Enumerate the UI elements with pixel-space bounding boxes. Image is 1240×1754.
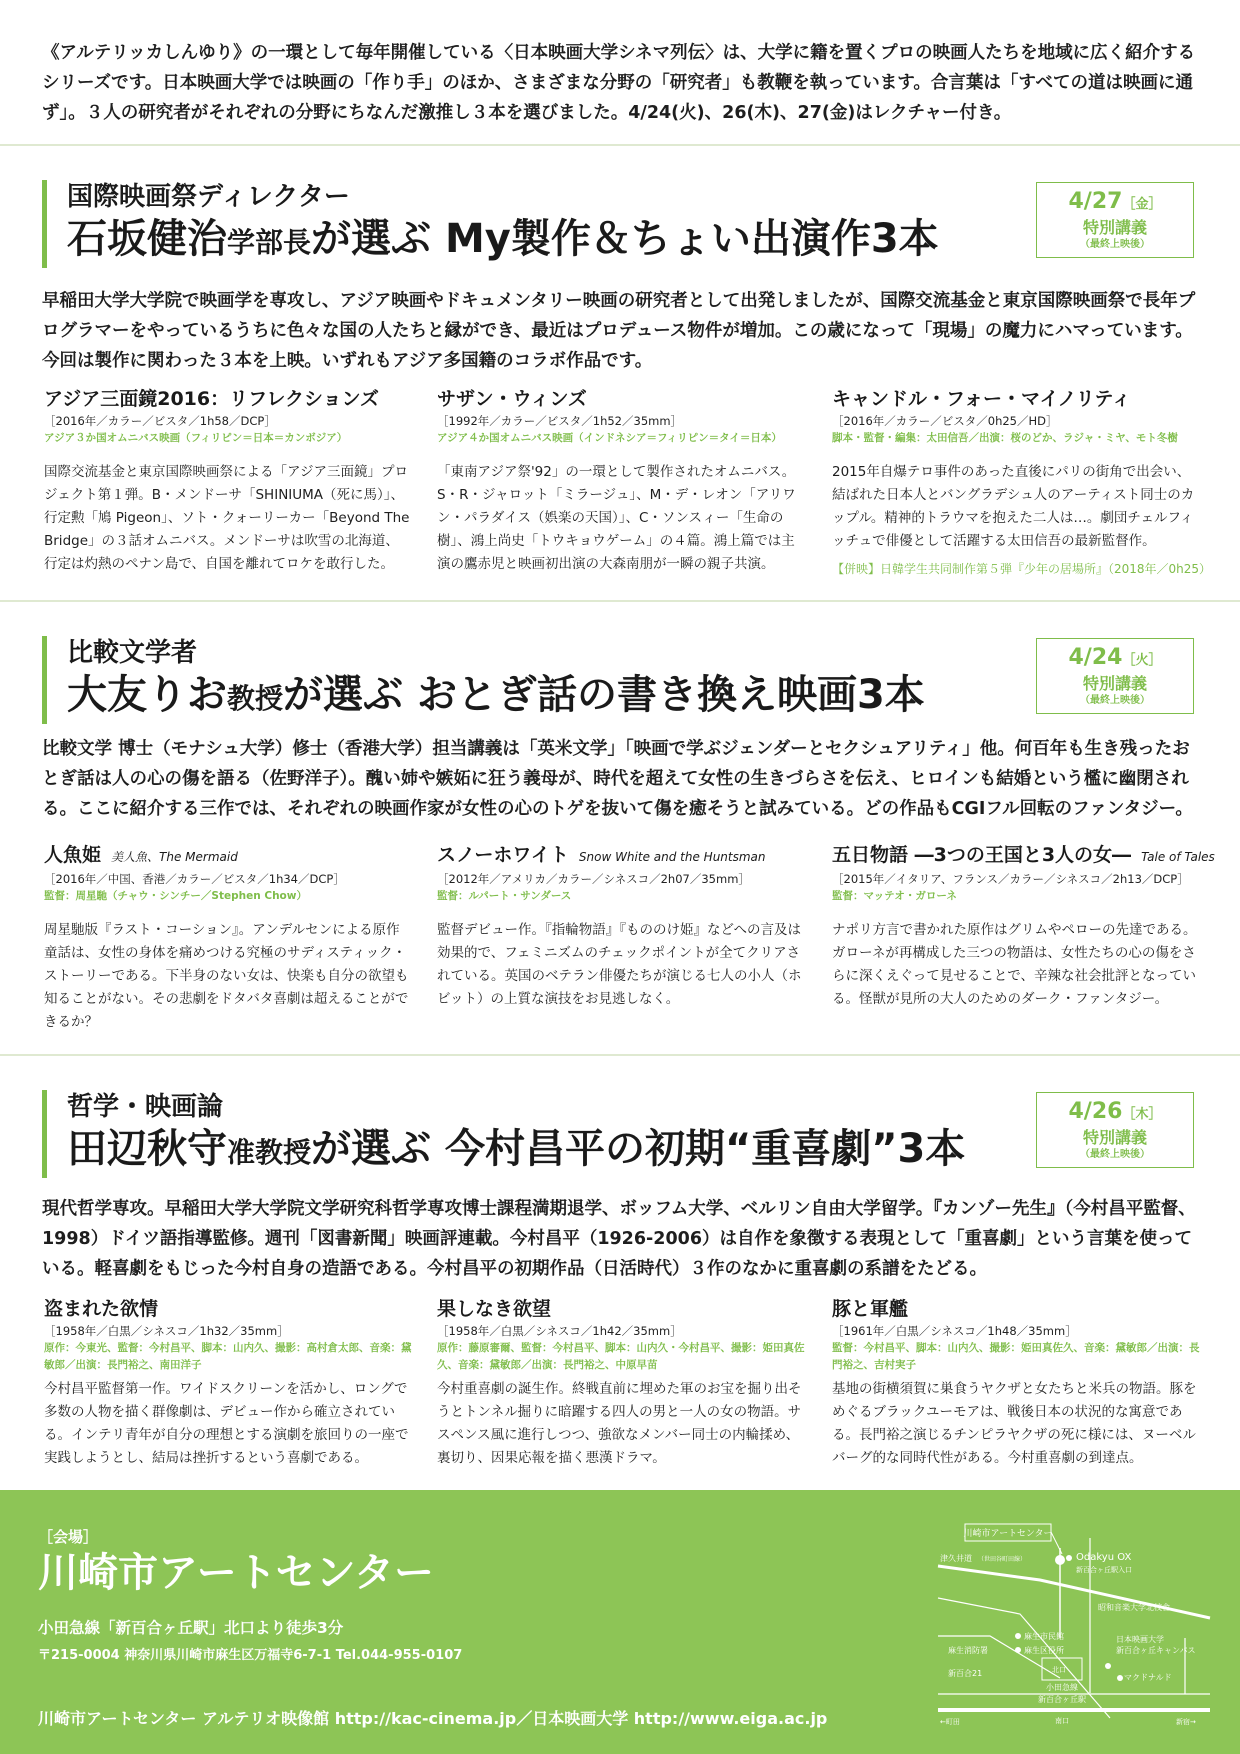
film-spec: ［2016年／カラー／ビスタ／0h25／HD］ — [832, 414, 1058, 428]
section-kicker: 国際映画祭ディレクター — [67, 182, 350, 212]
film-card — [437, 1296, 805, 1470]
film-description: 「東南アジア祭'92」の一環として製作されたオムニバス。S・R・ジャロット「ミラージュ」、M・デ・レオン「アリワン・パラダイス（娯楽の天国）」、C・ソンスィー「生命の樹」、鴻上尚史「トウキョウゲーム」の４篇。鴻上篇では主演の鷹赤児と映画初出演の大森南朋が一瞬の親子共演。 — [437, 464, 796, 572]
section-title — [67, 670, 925, 724]
lecture-note: （最終上映後） — [1080, 239, 1150, 250]
map-dot — [1117, 1675, 1123, 1681]
access-map — [930, 1518, 1220, 1728]
map-label-station-name: 新百合ヶ丘駅 — [1038, 1695, 1086, 1704]
map-dot — [1066, 1555, 1072, 1561]
section-title-rest: が選ぶ おとぎ話の書き換え映画3本 — [283, 672, 925, 718]
map-label-street-note: （世田谷町田線） — [978, 1556, 1027, 1563]
film-credit: 脚本・監督・編集：太田信吾／出演：桜のどか、ラジャ・ミヤ、モト冬樹 — [832, 432, 1178, 444]
film-card — [44, 386, 412, 576]
venue-name: 川崎市アートセンター — [38, 1550, 434, 1596]
lecturer-name: 石坂健治 — [67, 216, 227, 262]
film-description: 国際交流基金と東京国際映画祭による「アジア三面鏡」プロジェクト第１弾。B・メンドーサ「SHINIUMA（死に馬）」、行定勲「鳩 Pigeon」、ソト・クォーリーカー「Beyond The Bridge」の３話オムニバス。メンドーサは吹雪の北海道、行定は灼熱のペナン島で、自国を離れてロケを敢行した。 — [44, 464, 410, 572]
map-label-to-machida: ←町田 — [940, 1718, 960, 1726]
map-label-art-center: 川崎市アートセンター — [963, 1529, 1053, 1539]
lecturer-rank: 教授 — [227, 682, 284, 715]
film-description: 基地の街横須賀に巣食うヤクザと女たちと米兵の物語。豚をめぐるブラックユーモアは、戦後日本の状況的な寓意である。長門裕之演じるチンピラヤクザの死に様には、ヌーベルバーグ的な同時代性がある。今村重喜劇の到達点。 — [832, 1381, 1197, 1466]
film-original-title: Snow White and the Huntsman — [578, 850, 766, 864]
lecture-label: 特別講義 — [1082, 674, 1147, 693]
section-kicker: 比較文学者 — [67, 638, 198, 668]
lecture-note: （最終上映後） — [1080, 695, 1150, 706]
film-title: サザン・ウィンズ — [437, 388, 587, 410]
section-title-rest: が選ぶ 今村昌平の初期“重喜劇”3本 — [311, 1126, 966, 1172]
section-heading — [42, 636, 925, 724]
map-label-station: 小田急線 — [1046, 1683, 1078, 1692]
lecture-date-box — [1036, 638, 1194, 714]
venue-label: ［会場］ — [38, 1528, 99, 1546]
film-title: キャンドル・フォー・マイノリティ — [832, 388, 1131, 410]
map-label-north-exit: 北口 — [1052, 1666, 1066, 1674]
film-credit: 原作：藤原審爾、監督：今村昌平、脚本：山内久・今村昌平、撮影：姫田真佐久、音楽：黛敏郎／出演：長門裕之、中原早苗 — [437, 1342, 805, 1371]
film-title: 五日物語 ―3つの王国と3人の女― — [832, 844, 1132, 866]
film-spec: ［2012年／アメリカ／カラー／シネスコ／2h07／35mm］ — [437, 872, 750, 886]
lecture-date-box — [1036, 1092, 1194, 1168]
film-description: 監督デビュー作。『指輪物語』『もののけ姫』などへの言及は効果的で、フェミニズムのチェックポイントが全てクリアされている。英国のベテラン俳優たちが演じる七人の小人（ホビット）の上質な演技をお見逃しなく。 — [437, 922, 802, 1007]
film-card — [437, 386, 805, 576]
section-description: 比較文学 博士（モナシュ大学）修士（香港大学）担当講義は「英米文学」「映画で学ぶジェンダーとセクシュアリティ」他。何百年も生き残ったおとぎ話は人の心の傷を語る（佐野洋子）。醜い姉や嫉妬に狂う義母が、時代を超えて女性の生きづらさを伝え、ヒロインも結婚という檻に幽閉される。ここに紹介する三作では、それぞれの映画作家が女性の心のトゲを抜いて傷を癒そうと試みている。どの作品もCGIフル回転のファンタジー。 — [42, 739, 1193, 819]
lecture-date: 4/27 — [1068, 189, 1123, 214]
map-label-street: 津久井道 — [940, 1554, 972, 1563]
lecture-weekday: ［木］ — [1122, 1107, 1162, 1122]
map-label-ward-office: 麻生区役所 — [1024, 1646, 1064, 1655]
film-title: 豚と軍艦 — [832, 1298, 909, 1320]
map-dot — [1015, 1647, 1021, 1653]
section-kicker: 哲学・映画論 — [67, 1092, 224, 1122]
intro-text: 《アルテリッカしんゆり》の一環として毎年開催している〈日本映画大学シネマ列伝〉は、大学に籍を置くプロの映画人たちを地域に広く紹介するシリーズです。日本映画大学では映画の「作り手」のほか、さまざまな分野の「研究者」も教鞭を執っています。合言葉は「すべての道は映画に通ず」。３人の研究者がそれぞれの分野にちなんだ激推し３本を選びました。4/24(火)、26(木)、27(金)はレクチャー付き。 — [42, 43, 1196, 123]
map-label-to-shinjuku: 新宿→ — [1176, 1718, 1196, 1726]
section-title — [67, 214, 939, 268]
film-description: 2015年自爆テロ事件のあった直後にパリの街角で出会い、結ばれた日本人とバングラデシュ人のアーティスト同士のカップル。精神的トラウマを抱えた二人は…。劇団チェルフィッチュで俳優として活躍する太田信吾の最新監督作。 — [832, 464, 1195, 549]
section-heading — [42, 180, 939, 268]
film-credit: 監督：今村昌平、脚本：山内久、撮影：姫田真佐久、音楽：黛敏郎／出演：長門裕之、吉村実子 — [832, 1342, 1200, 1371]
film-card — [832, 842, 1215, 1011]
venue-address: 〒215-0004 神奈川県川崎市麻生区万福寺6-7-1 Tel.044-955-0107 — [38, 1648, 463, 1663]
film-card — [437, 842, 805, 1011]
lecturer-rank: 学部長 — [227, 226, 312, 259]
divider — [0, 144, 1240, 146]
lecture-date-box — [1036, 182, 1194, 258]
film-card — [832, 1296, 1200, 1470]
map-dot — [1015, 1633, 1021, 1639]
lecture-label: 特別講義 — [1082, 1128, 1147, 1147]
section-description: 早稲田大学大学院で映画学を専攻し、アジア映画やドキュメンタリー映画の研究者として出発しましたが、国際交流基金と東京国際映画祭で長年プログラマーをやっているうちに色々な国の人たちと縁ができ、最近はプロデュース物件が増加。この歳になって「現場」の魔力にハマっています。今回は製作に関わった３本を上映。いずれもアジア多国籍のコラボ作品です。 — [42, 291, 1196, 371]
film-credit: 原作：今東光、監督：今村昌平、脚本：山内久、撮影：高村倉太郎、音楽：黛敏郎／出演：長門裕之、南田洋子 — [44, 1342, 412, 1371]
divider — [0, 600, 1240, 602]
lecturer-name: 大友りお — [67, 672, 227, 718]
map-dot — [1105, 1663, 1111, 1669]
map-label-eiga: 日本映画大学 — [1116, 1635, 1164, 1644]
map-label-fire-station: 麻生消防署 — [948, 1646, 988, 1655]
section-heading — [42, 1090, 965, 1178]
map-label-music-school: 昭和音楽大学北校舎 — [1098, 1603, 1170, 1612]
film-credit: 監督：マッテオ・ガローネ — [832, 890, 957, 902]
map-label-odakyu: Odakyu OX — [1076, 1552, 1132, 1563]
map-label-south-exit: 南口 — [1055, 1717, 1069, 1725]
film-title: 果しなき欲望 — [437, 1298, 552, 1320]
film-card — [44, 1296, 412, 1470]
map-label-eiga-campus: 新百合ヶ丘キャンパス — [1116, 1646, 1196, 1655]
film-spec: ［2016年／中国、香港／カラー／ビスタ／1h34／DCP］ — [44, 872, 345, 886]
film-credit: アジア４か国オムニバス映画（インドネシア＝フィリピン＝タイ＝日本） — [437, 432, 782, 444]
film-spec: ［1992年／カラー／ビスタ／1h52／35mm］ — [437, 414, 683, 428]
section-title — [67, 1124, 965, 1178]
lecture-date: 4/26 — [1068, 1099, 1123, 1124]
film-title: 盗まれた欲情 — [44, 1298, 159, 1320]
map-label-civic: 麻生市民館 — [1024, 1632, 1064, 1641]
map-label-shinyuri21: 新百合21 — [948, 1669, 983, 1678]
film-spec: ［2016年／カラー／ビスタ／1h58／DCP］ — [44, 414, 276, 428]
section-title-rest: が選ぶ My製作＆ちょい出演作3本 — [311, 216, 939, 262]
film-original-title: 美人魚、The Mermaid — [111, 850, 238, 864]
lecture-weekday: ［金］ — [1122, 197, 1162, 212]
film-double-feature: 【併映】日韓学生共同制作第５弾『少年の居場所』（2018年／0h25） — [832, 562, 1212, 576]
film-description: 今村昌平監督第一作。ワイドスクリーンを活かし、ロングで多数の人物を描く群像劇は、デビュー作から確立されている。インテリ青年が自分の理想とする演劇を旅回りの一座で実践しようとし、結局は挫折するという喜劇である。 — [44, 1381, 409, 1466]
film-title: アジア三面鏡2016：リフレクションズ — [44, 388, 380, 410]
film-title: スノーホワイト — [437, 844, 569, 866]
film-card — [44, 842, 412, 1034]
film-credit: 監督：周星馳（チャウ・シンチー／Stephen Chow） — [44, 890, 307, 902]
lecturer-rank: 准教授 — [227, 1136, 312, 1169]
divider — [0, 1054, 1240, 1056]
film-description: 今村重喜劇の誕生作。終戦直前に埋めた軍のお宝を掘り出そうとトンネル掘りに暗躍する四人の男と一人の女の物語。サスペンス風に進行しつつ、強欲なメンバー同士の内輪揉め、裏切り、因果応報を描く悪漢ドラマ。 — [437, 1381, 802, 1466]
map-label-odakyu-sub: 新百合ヶ丘駅入口 — [1076, 1566, 1132, 1574]
map-label-mcdonalds: マクドナルド — [1124, 1673, 1172, 1682]
lecturer-name: 田辺秋守 — [67, 1126, 227, 1172]
film-spec: ［1958年／白黒／シネスコ／1h42／35mm］ — [437, 1324, 682, 1338]
lecture-weekday: ［火］ — [1122, 653, 1162, 668]
section-description: 現代哲学専攻。早稲田大学大学院文学研究科哲学専攻博士課程満期退学、ボッフム大学、ベルリン自由大学留学。『カンゾー先生』（今村昌平監督、1998）ドイツ語指導監修。週刊「図書新聞」映画評連載。今村昌平（1926-2006）は自作を象徴する表現として「重喜劇」という言葉を使っている。軽喜劇をもじった今村自身の造語である。今村昌平の初期作品（日活時代）３作のなかに重喜劇の系譜をたどる。 — [42, 1199, 1196, 1279]
film-credit: 監督：ルパート・サンダース — [437, 890, 572, 902]
lecture-label: 特別講義 — [1082, 218, 1147, 237]
film-credit: アジア３か国オムニバス映画（フィリピン＝日本＝カンボジア） — [44, 432, 348, 444]
film-title: 人魚姫 — [44, 844, 102, 866]
venue-footer — [0, 1490, 1240, 1754]
film-spec: ［1961年／白黒／シネスコ／1h48／35mm］ — [832, 1324, 1077, 1338]
film-spec: ［2015年／イタリア、フランス／カラー／シネスコ／2h13／DCP］ — [832, 872, 1189, 886]
film-description: ナポリ方言で書かれた原作はグリムやペローの先達である。ガローネが再構成した三つの物語は、女性たちの心の傷をさらに深くえぐって見せることで、辛辣な社会批評となっている。怪獣が見所の大人のためのダーク・ファンタジー。 — [832, 922, 1197, 1007]
lecture-note: （最終上映後） — [1080, 1149, 1150, 1160]
lecture-date: 4/24 — [1068, 645, 1123, 670]
website-links: 川崎市アートセンター アルテリオ映像館 http://kac-cinema.jp／日本映画大学 http://www.eiga.ac.jp — [38, 1709, 828, 1728]
map-leader-line — [1051, 1532, 1062, 1554]
film-card — [832, 386, 1212, 579]
film-description: 周星馳版『ラスト・コーション』。アンデルセンによる原作童話は、女性の身体を痛めつける究極のサディスティック・ストーリーである。下半身のない女は、快楽も自分の欲望も知ることがない。その悲劇をドタバタ喜劇は超えることができるか？ — [44, 922, 409, 1030]
map-venue-marker — [1055, 1555, 1065, 1565]
film-original-title: Tale of Tales — [1141, 850, 1215, 864]
venue-access: 小田急線「新百合ヶ丘駅」北口より徒歩3分 — [38, 1619, 344, 1637]
film-spec: ［1958年／白黒／シネスコ／1h32／35mm］ — [44, 1324, 289, 1338]
